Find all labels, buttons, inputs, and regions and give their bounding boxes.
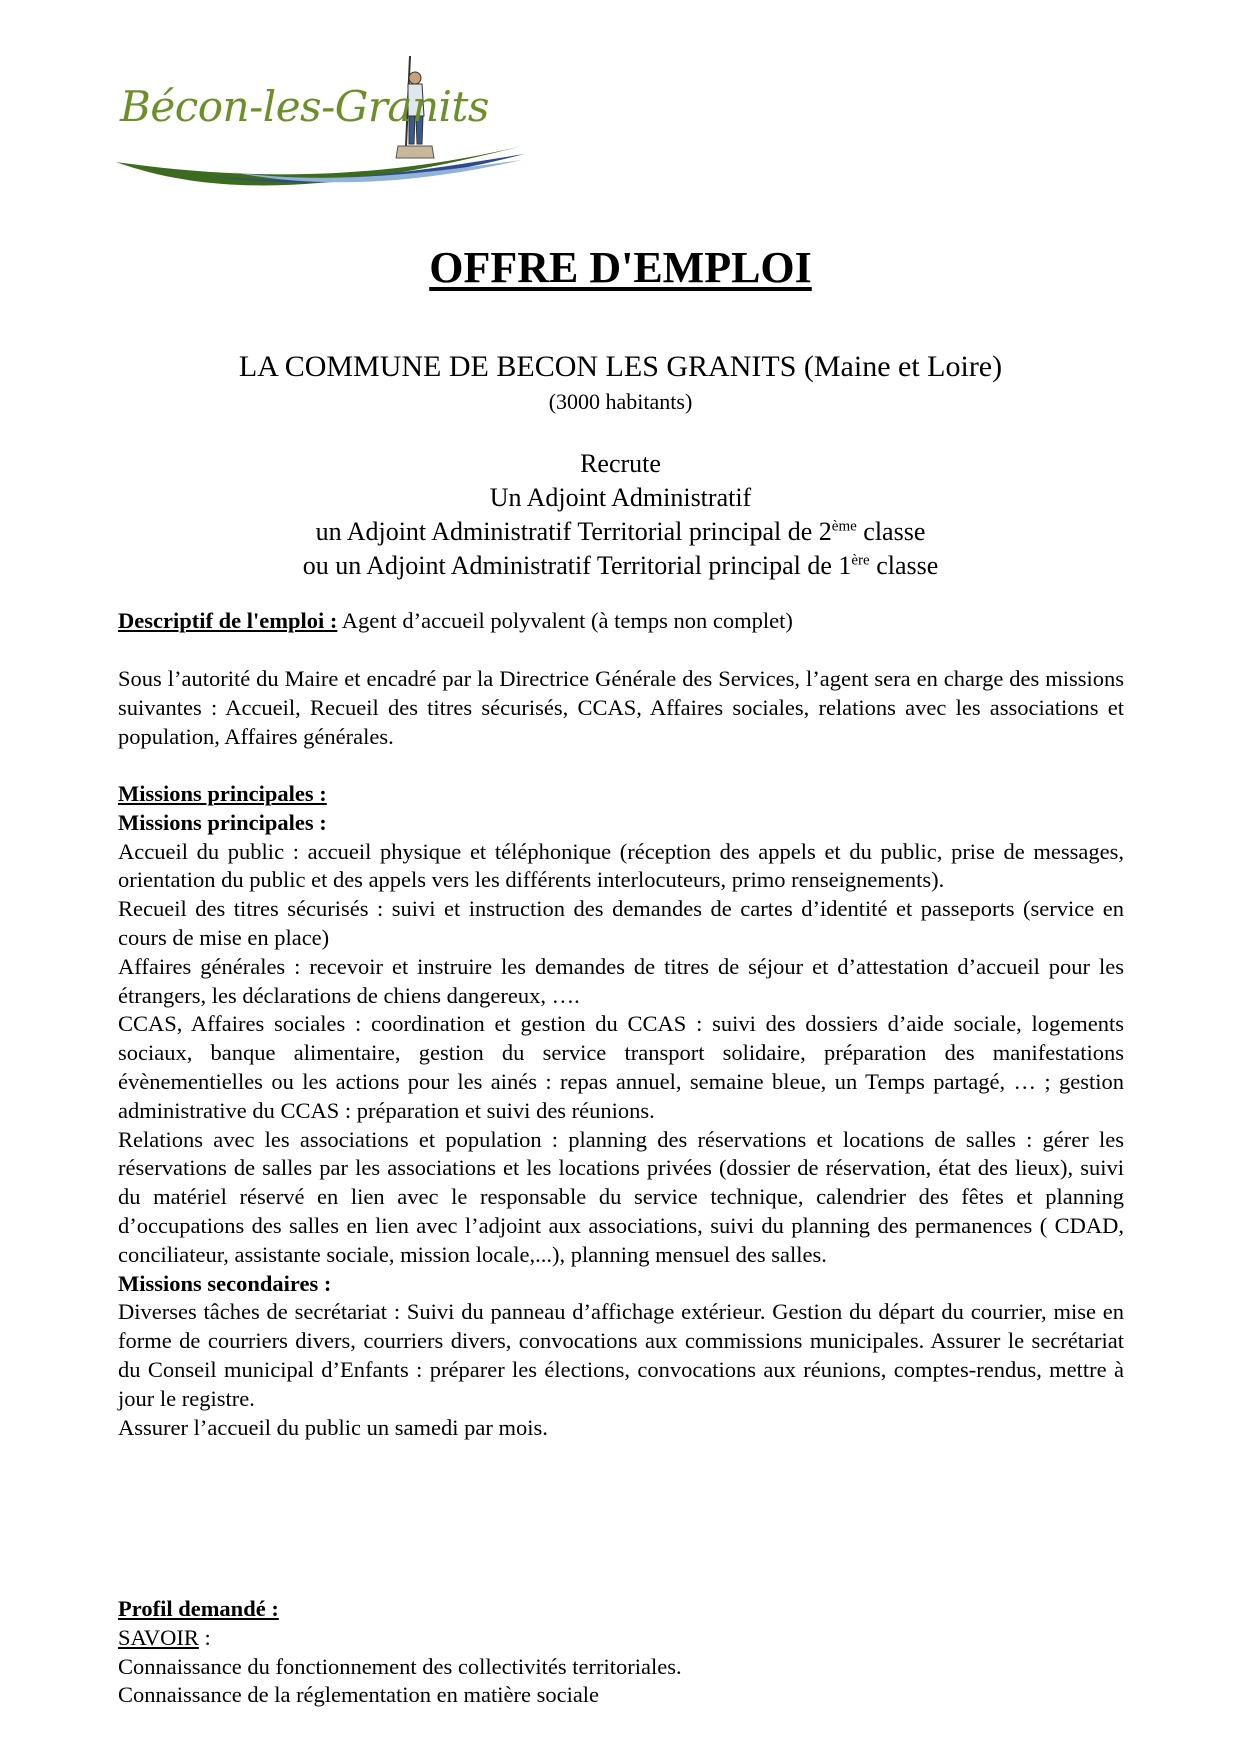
profil-label: Profil demandé : xyxy=(118,1596,279,1621)
recrute-line-4-text: ou un Adjoint Administratif Territorial principal de 1 xyxy=(302,551,852,580)
mission-item: Accueil du public : accueil physique et téléphonique (réception des appels et du public, prise de messages, orientation du public et des appels vers les différents interlocuteurs, primo renseignements). xyxy=(118,838,1124,893)
recrute-line-4-end: classe xyxy=(869,551,939,580)
recrute-line-4-sup: ère xyxy=(851,552,870,569)
profil-section xyxy=(118,1595,1124,1710)
recrute-line-3-text: un Adjoint Administratif Territorial principal de 2 xyxy=(315,517,832,546)
intro-paragraph xyxy=(118,665,1124,751)
profil-item: Connaissance de la réglementation en matière sociale xyxy=(118,1682,600,1708)
recrute-line-3-end: classe xyxy=(856,517,926,546)
missions-principales xyxy=(118,780,1124,1442)
commune-logo xyxy=(112,54,532,194)
recrute-line-1: Recrute xyxy=(580,449,661,478)
mission-item: Affaires générales : recevoir et instruire les demandes de titres de séjour et d’attestation d’accueil pour les étrangers, les déclarations de chiens dangereux, …. xyxy=(118,953,1124,1008)
missions-secondaires-label: Missions secondaires : xyxy=(118,1270,332,1296)
mission-item: CCAS, Affaires sociales : coordination et gestion du CCAS : suivi des dossiers d’aide sociale, logements sociaux, banque alimentaire, gestion du service transport solidaire, préparation des manifestations évènementielles ou les actions pour les ainés : repas annuel, semaine bleue, un Temps partagé, … ; gestion administrative du CCAS : préparation et suivi des réunions. xyxy=(118,1011,1124,1123)
commune-heading: LA COMMUNE DE BECON LES GRANITS (Maine et Loire) xyxy=(238,350,1003,383)
missions-principales-label: Missions principales : xyxy=(118,809,327,835)
savoir-colon: : xyxy=(198,1624,211,1650)
habitants: (3000 habitants) xyxy=(548,389,693,414)
page-title: OFFRE D'EMPLOI xyxy=(429,243,812,292)
mission-secondaire-item: Diverses tâches de secrétariat : Suivi du panneau d’affichage extérieur. Gestion du départ du courrier, mise en forme de courriers divers, courriers divers, convocations aux commissions municipales. Assurer le secrétariat du Conseil municipal d’Enfants : préparer les élections, convocations aux réunions, comptes-rendus, mettre à jour le registre. xyxy=(118,1299,1124,1411)
recrute-line-2: Un Adjoint Administratif xyxy=(489,483,752,512)
savoir-label: SAVOIR xyxy=(118,1624,199,1650)
profil-item: Connaissance du fonctionnement des collectivités territoriales. xyxy=(118,1653,682,1679)
intro-text: Sous l’autorité du Maire et encadré par la Directrice Générale des Services, l’agent sera en charge des missions suivantes : Accueil, Recueil des titres sécurisés, CCAS, Affaires sociales, relations avec les associations et population, Affaires générales. xyxy=(118,666,1124,749)
recrute-block xyxy=(0,447,1241,583)
missions-principales-label-underlined: Missions principales : xyxy=(118,781,327,806)
descriptif-value: Agent d’accueil polyvalent (à temps non complet) xyxy=(337,608,793,633)
logo-text: Bécon-les-Granits xyxy=(120,82,489,131)
recrute-line-3 xyxy=(0,515,1241,549)
mission-item: Recueil des titres sécurisés : suivi et instruction des demandes de cartes d’identité et passeports (service en cours de mise en place) xyxy=(118,896,1124,950)
mission-item: Relations avec les associations et population : planning des réservations et locations de salles : gérer les réservations de salles par les associations et les locations privées (dossier de réservation, état des lieux), suivi du matériel réservé en lien avec le responsable du service technique, calendrier des fêtes et planning d’occupations des salles en lien avec l’adjoint aux associations, suivi du planning des permanences ( CDAD, conciliateur, assistante sociale, mission locale,...), planning mensuel des salles. xyxy=(118,1126,1124,1267)
mission-secondaire-item: Assurer l’accueil du public un samedi par mois. xyxy=(118,1414,548,1440)
descriptif xyxy=(118,607,1124,636)
descriptif-label: Descriptif de l'emploi : xyxy=(118,608,338,633)
recrute-line-4 xyxy=(0,549,1241,583)
recrute-line-3-sup: ème xyxy=(831,518,857,535)
